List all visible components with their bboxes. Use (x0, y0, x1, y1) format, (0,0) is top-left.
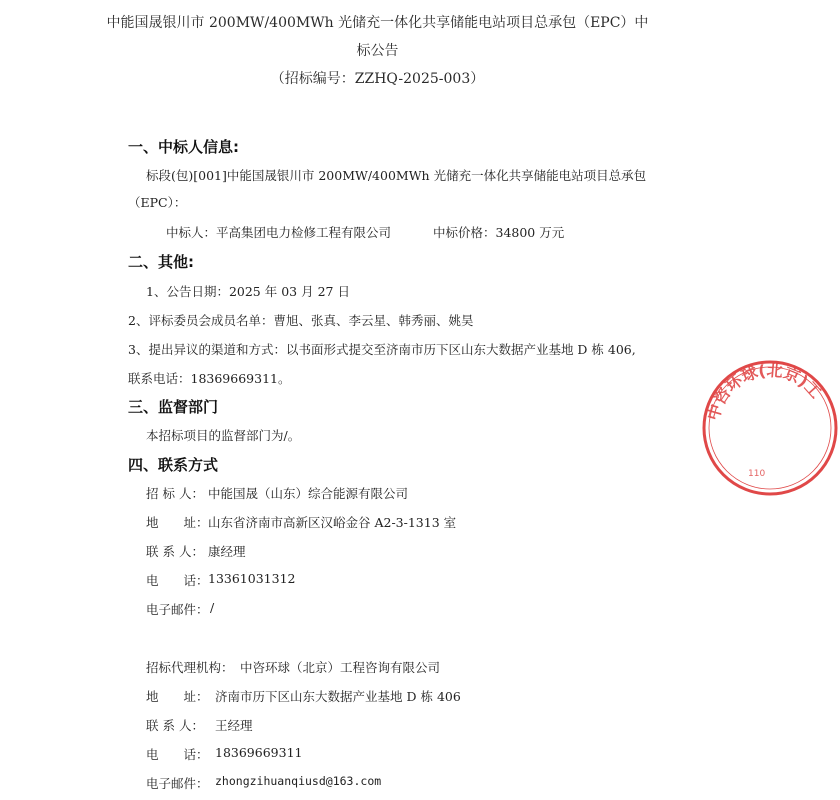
agency-email-value: zhongzihuanqiusd@163.com (215, 774, 382, 788)
evaluation-committee: 2、评标委员会成员名单：曹旭、张真、李云星、韩秀丽、姚昊 (128, 313, 474, 328)
tenderer-contact-value: 康经理 (208, 544, 246, 559)
objection-channel-line2: 联系电话：18369669311。 (128, 371, 291, 386)
lot-description-line2: （EPC）： (128, 195, 187, 210)
section-other-heading: 二、其他: (128, 253, 194, 271)
objection-channel-line1: 3、提出异议的渠道和方式：以书面形式提交至济南市历下区山东大数据产业基地 D 栋 406, (128, 342, 636, 357)
company-seal (700, 358, 840, 498)
agency-email-label: 电子邮件： (146, 776, 209, 791)
tenderer-email-value: / (210, 600, 215, 615)
tenderer-contact-label: 联 系 人： (146, 544, 204, 559)
section-contact-heading: 四、联系方式 (128, 456, 219, 474)
seal-number: 110 (748, 469, 766, 479)
agency-contact-label: 联 系 人： (146, 718, 204, 733)
winning-bidder: 中标人：平高集团电力检修工程有限公司 (166, 225, 392, 240)
tender-number: （招标编号：ZZHQ-2025-003） (270, 71, 485, 87)
agency-address-label: 地 址： (146, 689, 209, 704)
tenderer-org-label: 招 标 人： (146, 486, 204, 501)
lot-description-line1: 标段(包)[001]中能国晟银川市 200MW/400MWh 光储充一体化共享储能电站项目总承包 (146, 168, 647, 183)
seal-arc-text: 中咨环球(北京)工 (703, 360, 826, 423)
winning-price: 中标价格：34800 万元 (433, 225, 565, 240)
agency-contact-value: 王经理 (215, 718, 253, 733)
agency-org-value: 中咨环球（北京）工程咨询有限公司 (240, 660, 441, 675)
agency-org-label: 招标代理机构： (146, 660, 234, 675)
tenderer-address-label: 地 址： (146, 515, 209, 530)
tenderer-phone-value: 13361031312 (208, 571, 296, 586)
tenderer-address-value: 山东省济南市高新区汉峪金谷 A2-3-1313 室 (208, 515, 457, 530)
section-supervision-heading: 三、监督部门 (128, 398, 219, 416)
agency-phone-value: 18369669311 (215, 745, 303, 760)
tenderer-org-value: 中能国晟（山东）综合能源有限公司 (208, 486, 409, 501)
agency-phone-label: 电 话： (146, 747, 209, 762)
supervision-text: 本招标项目的监督部门为/。 (146, 428, 301, 443)
announcement-date: 1、公告日期：2025 年 03 月 27 日 (146, 284, 350, 299)
announcement-title-line2: 标公告 (356, 43, 399, 59)
section-winner-heading: 一、中标人信息: (128, 138, 239, 156)
agency-address-value: 济南市历下区山东大数据产业基地 D 栋 406 (215, 689, 461, 704)
announcement-title-line1: 中能国晟银川市 200MW/400MWh 光储充一体化共享储能电站项目总承包（EPC）中 (106, 15, 649, 31)
tenderer-email-label: 电子邮件： (146, 602, 209, 617)
tenderer-phone-label: 电 话： (146, 573, 209, 588)
